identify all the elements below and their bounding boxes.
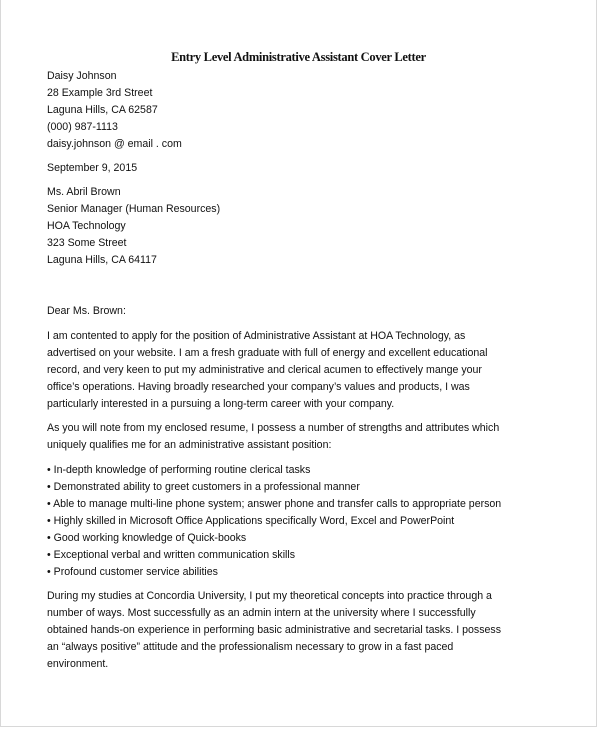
document-title: Entry Level Administrative Assistant Cover Letter [171,50,426,64]
paragraph-line: During my studies at Concordia University, I put my theoretical concepts into practice through a [47,590,492,602]
list-item: • Able to manage multi-line phone system; answer phone and transfer calls to appropriate person [47,498,502,510]
sender-city: Laguna Hills, CA 62587 [47,104,158,116]
recipient-company: HOA Technology [47,220,126,232]
paragraph-line: particularly interested in a pursuing a long-term career with your company. [47,398,395,410]
list-item: • Demonstrated ability to greet customers in a professional manner [47,481,360,493]
list-item: • Exceptional verbal and written communication skills [47,549,296,561]
list-item: • Good working knowledge of Quick-books [47,532,247,544]
paragraph-line: environment. [47,658,109,670]
paragraph-intro [47,328,587,413]
recipient-address [47,184,587,269]
letter-date [47,160,587,177]
sender-street: 28 Example 3rd Street [47,87,153,99]
recipient-title: Senior Manager (Human Resources) [47,203,221,215]
sender-phone: (000) 987-1113 [47,121,118,133]
recipient-name: Ms. Abril Brown [47,186,121,198]
letter-date-text: September 9, 2015 [47,162,138,174]
recipient-city: Laguna Hills, CA 64117 [47,254,157,266]
recipient-street: 323 Some Street [47,237,127,249]
paragraph-line: As you will note from my enclosed resume, I possess a number of strengths and attributes which [47,422,500,434]
sender-address [47,68,587,153]
paragraph-line: obtained hands-on experience in performing basic administrative and secretarial tasks. I possess [47,624,502,636]
salutation-text: Dear Ms. Brown: [47,305,126,317]
paragraph-line: an “always positive” attitude and the professionalism necessary to grow in a fast paced [47,641,454,653]
paragraph-line: I am contented to apply for the position of Administrative Assistant at HOA Technology, as [47,330,466,342]
salutation [47,303,587,320]
list-item: • In-depth knowledge of performing routine clerical tasks [47,464,311,476]
paragraph-experience [47,588,587,673]
list-item: • Highly skilled in Microsoft Office Applications specifically Word, Excel and PowerPoint [47,515,455,527]
paragraph-line: advertised on your website. I am a fresh graduate with full of energy and excellent educational [47,347,488,359]
paragraph-line: number of ways. Most successfully as an admin intern at the university where I successfully [47,607,476,619]
paragraph-line: uniquely qualifies me for an administrative assistant position: [47,439,332,451]
paragraph-line: office’s operations. Having broadly researched your company’s values and products, I was [47,381,470,393]
paragraph-line: record, and very keen to put my administrative and clerical acumen to effectively mange your [47,364,482,376]
sender-name: Daisy Johnson [47,70,117,82]
strengths-list [47,462,587,581]
sender-email: daisy.johnson @ email . com [47,138,182,150]
list-item: • Profound customer service abilities [47,566,218,578]
paragraph-strengths [47,420,587,454]
